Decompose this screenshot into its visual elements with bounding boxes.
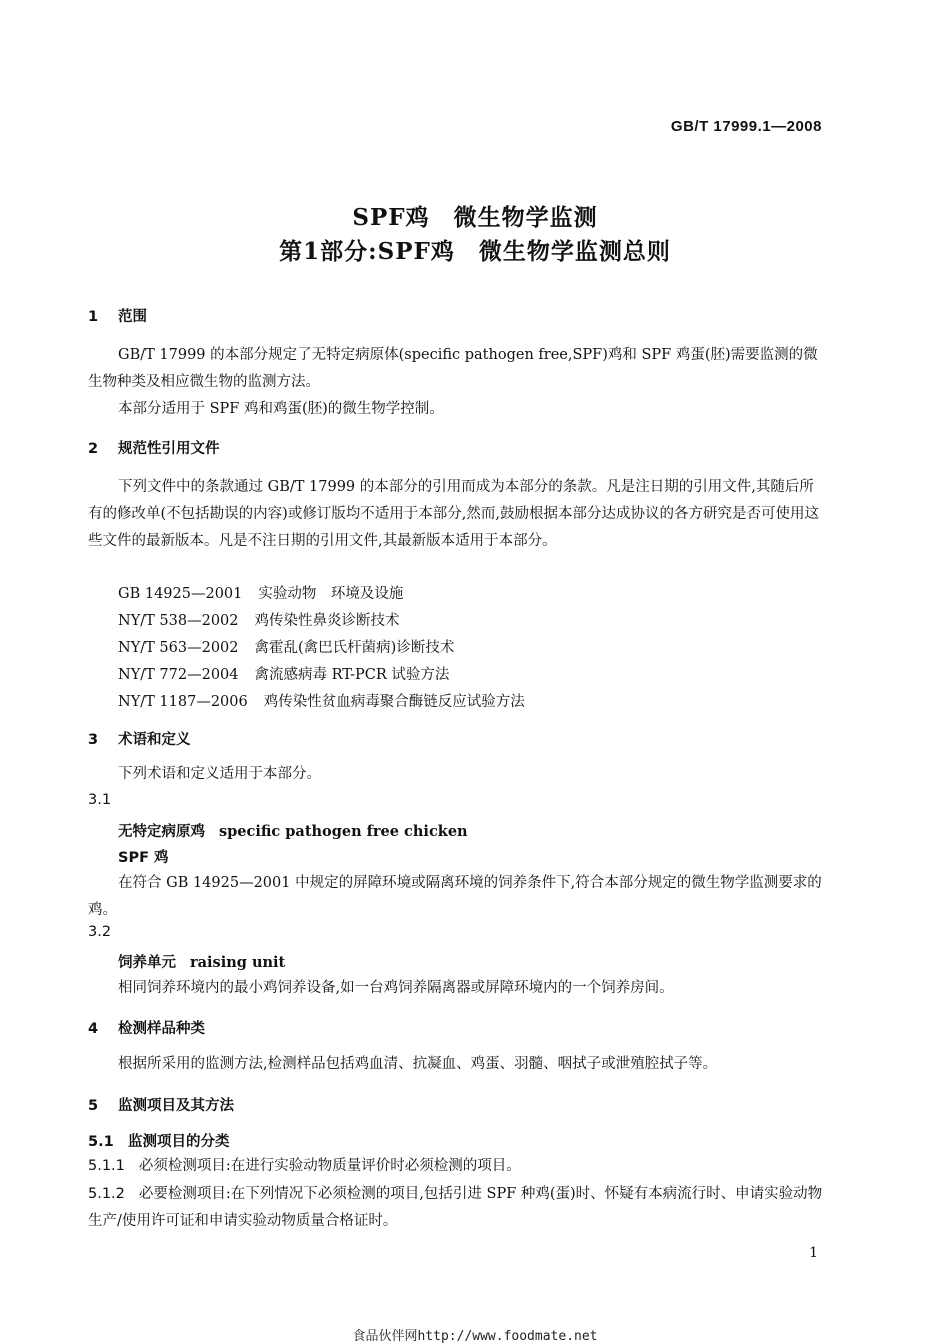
section-1-paragraph-1: GB/T 17999 的本部分规定了无特定病原体(specific pathogen free,SPF)鸡和 SPF 鸡蛋(胚)需要监测的微生物种类及相应微生物的监测方法。 bbox=[88, 347, 818, 390]
section-number: 1 bbox=[88, 309, 99, 325]
section-3-heading bbox=[88, 728, 191, 749]
reference-item bbox=[118, 609, 400, 630]
reference-code: GB 14925—2001 bbox=[118, 586, 243, 602]
document-title-line2: 第1部分:SPF鸡 微生物学监测总则 bbox=[279, 238, 671, 265]
subsection-title: 监测项目的分类 bbox=[128, 1134, 230, 1150]
reference-title: 鸡传染性鼻炎诊断技术 bbox=[254, 613, 400, 629]
section-number: 3 bbox=[88, 732, 99, 748]
reference-code: NY/T 772—2004 bbox=[118, 667, 239, 683]
term-3-1-alternate: SPF 鸡 bbox=[118, 850, 169, 866]
reference-item bbox=[118, 582, 403, 603]
subsection-number: 5.1 bbox=[88, 1134, 114, 1150]
section-title: 检测样品种类 bbox=[118, 1021, 205, 1037]
section-1-paragraph-2: 本部分适用于 SPF 鸡和鸡蛋(胚)的微生物学控制。 bbox=[118, 401, 444, 417]
reference-title: 鸡传染性贫血病毒聚合酶链反应试验方法 bbox=[263, 694, 525, 710]
standard-code: GB/T 17999.1—2008 bbox=[670, 118, 822, 135]
reference-code: NY/T 563—2002 bbox=[118, 640, 239, 656]
reference-title: 禽流感病毒 RT-PCR 试验方法 bbox=[254, 667, 450, 683]
page-number: 1 bbox=[809, 1245, 818, 1261]
section-3-paragraph-1: 下列术语和定义适用于本部分。 bbox=[118, 766, 321, 782]
section-title: 范围 bbox=[118, 309, 147, 325]
reference-code: NY/T 1187—2006 bbox=[118, 694, 248, 710]
clause-3-1-number: 3.1 bbox=[88, 792, 112, 808]
term-3-2 bbox=[118, 951, 285, 972]
term-english: raising unit bbox=[190, 954, 286, 971]
section-4-paragraph-1: 根据所采用的监测方法,检测样品包括鸡血清、抗凝血、鸡蛋、羽髓、咽拭子或泄殖腔拭子等。 bbox=[118, 1056, 718, 1072]
reference-title: 禽霍乱(禽巴氏杆菌病)诊断技术 bbox=[254, 640, 455, 656]
term-3-2-definition: 相同饲养环境内的最小鸡饲养设备,如一台鸡饲养隔离器或屏障环境内的一个饲养房间。 bbox=[118, 980, 674, 996]
section-title: 规范性引用文件 bbox=[118, 441, 220, 457]
section-number: 2 bbox=[88, 441, 99, 457]
clause-5-1-2 bbox=[88, 1181, 828, 1235]
term-chinese: 饲养单元 bbox=[118, 955, 176, 971]
section-2-heading bbox=[88, 437, 220, 458]
reference-item bbox=[118, 663, 449, 684]
section-5-heading bbox=[88, 1094, 234, 1115]
subsection-5-1-heading bbox=[88, 1130, 230, 1151]
clause-number: 5.1.2 bbox=[88, 1186, 125, 1202]
term-chinese: 无特定病原鸡 bbox=[118, 824, 205, 840]
section-title: 监测项目及其方法 bbox=[118, 1098, 234, 1114]
document-title-line1: SPF鸡 微生物学监测 bbox=[352, 204, 598, 231]
section-1-heading bbox=[88, 305, 147, 326]
clause-5-1-1 bbox=[88, 1153, 828, 1180]
clause-text: 必要检测项目:在下列情况下必须检测的项目,包括引进 SPF 种鸡(蛋)时、怀疑有本病流行时、申请实验动物生产/使用许可证和申请实验动物质量合格证时。 bbox=[88, 1186, 823, 1229]
section-4-heading bbox=[88, 1017, 205, 1038]
section-number: 5 bbox=[88, 1098, 99, 1114]
reference-code: NY/T 538—2002 bbox=[118, 613, 239, 629]
section-title: 术语和定义 bbox=[118, 732, 191, 748]
section-2-paragraph-1: 下列文件中的条款通过 GB/T 17999 的本部分的引用而成为本部分的条款。凡是注日期的引用文件,其随后所有的修改单(不包括勘误的内容)或修订版均不适用于本部分,然而,鼓励根据本部分达成协议的各方研究是否可使用这些文件的最新版本。凡是不注日期的引用文件,其最新版本适用于本部分。 bbox=[88, 479, 820, 549]
clause-number: 5.1.1 bbox=[88, 1158, 125, 1174]
clause-3-2-number: 3.2 bbox=[88, 924, 112, 940]
reference-item bbox=[118, 636, 454, 657]
term-3-1 bbox=[118, 820, 468, 841]
reference-title: 实验动物 环境及设施 bbox=[258, 586, 404, 602]
footer-watermark: 食品伙伴网http://www.foodmate.net bbox=[352, 1329, 598, 1344]
section-number: 4 bbox=[88, 1021, 99, 1037]
clause-text: 必须检测项目:在进行实验动物质量评价时必须检测的项目。 bbox=[138, 1158, 521, 1174]
term-english: specific pathogen free chicken bbox=[219, 823, 468, 840]
term-3-1-definition: 在符合 GB 14925—2001 中规定的屏障环境或隔离环境的饲养条件下,符合本部分规定的微生物学监测要求的鸡。 bbox=[88, 875, 822, 918]
reference-item bbox=[118, 690, 525, 711]
